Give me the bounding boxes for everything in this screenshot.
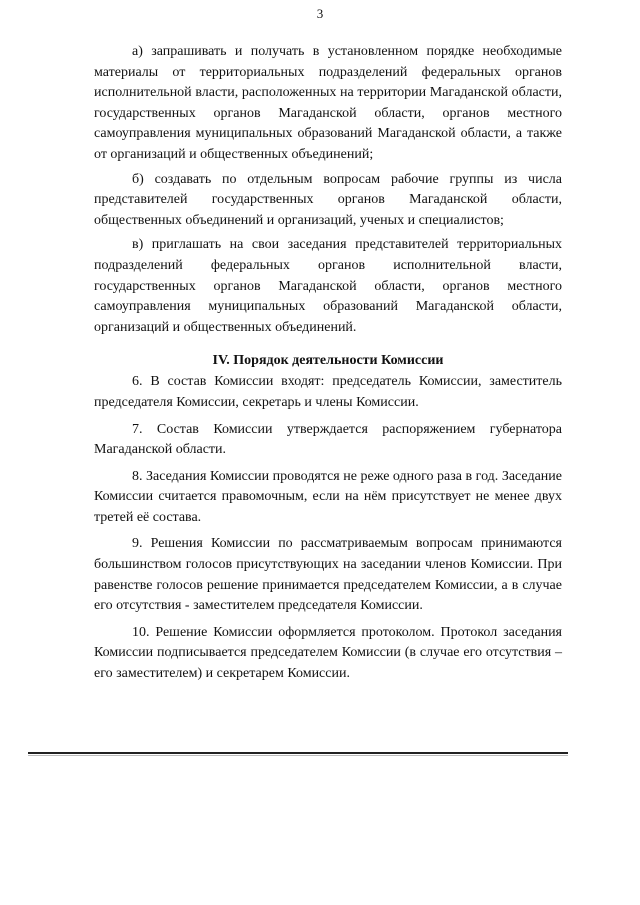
power-item-c: в) приглашать на свои заседания представителей территориальных подразделений федеральных органов исполнительной власти, государственных органов Магаданской области, органов местного самоуправления муниципальных образований Магаданской области, организаций и общественных объединений. (94, 237, 562, 335)
page-number: 3 (316, 6, 324, 21)
section-iv-clauses (94, 372, 562, 684)
clause-9: 9. Решения Комиссии по рассматриваемым вопросам принимаются большинством голосов присутствующих на заседании членов Комиссии. При равенстве голосов решение принимается председателем Комиссии, а в случае его отсутствия - заместителем председателя Комиссии. (94, 536, 562, 614)
power-item-a: а) запрашивать и получать в установленном порядке необходимые материалы от территориальных подразделений федеральных органов исполнительной власти, расположенных на территории Магаданской области, государственных органов Магаданской области, органов местного самоуправления муниципальных образований Магаданской области, а также от организаций и общественных объединений; (94, 44, 562, 162)
clause-6: 6. В состав Комиссии входят: председатель Комиссии, заместитель председателя Комиссии, секретарь и члены Комиссии. (94, 374, 562, 410)
commission-powers-list (94, 42, 562, 338)
clause-10: 10. Решение Комиссии оформляется протоколом. Протокол заседания Комиссии подписывается председателем Комиссии (в случае его отсутствия – его заместителем) и секретарем Комиссии. (94, 624, 562, 682)
section-heading: IV. Порядок деятельности Комиссии (212, 353, 444, 369)
power-item-b: б) создавать по отдельным вопросам рабочие группы из числа представителей государственных органов Магаданской области, общественных объединений и организаций, ученых и специалистов; (94, 171, 562, 228)
clause-7: 7. Состав Комиссии утверждается распоряжением губернатора Магаданской области. (94, 421, 562, 458)
footer-divider (28, 752, 568, 754)
clause-8: 8. Заседания Комиссии проводятся не реже одного раза в год. Заседание Комиссии считается правомочным, если на нём присутствует не менее двух третей её состава. (94, 468, 562, 525)
document-body (94, 42, 562, 685)
